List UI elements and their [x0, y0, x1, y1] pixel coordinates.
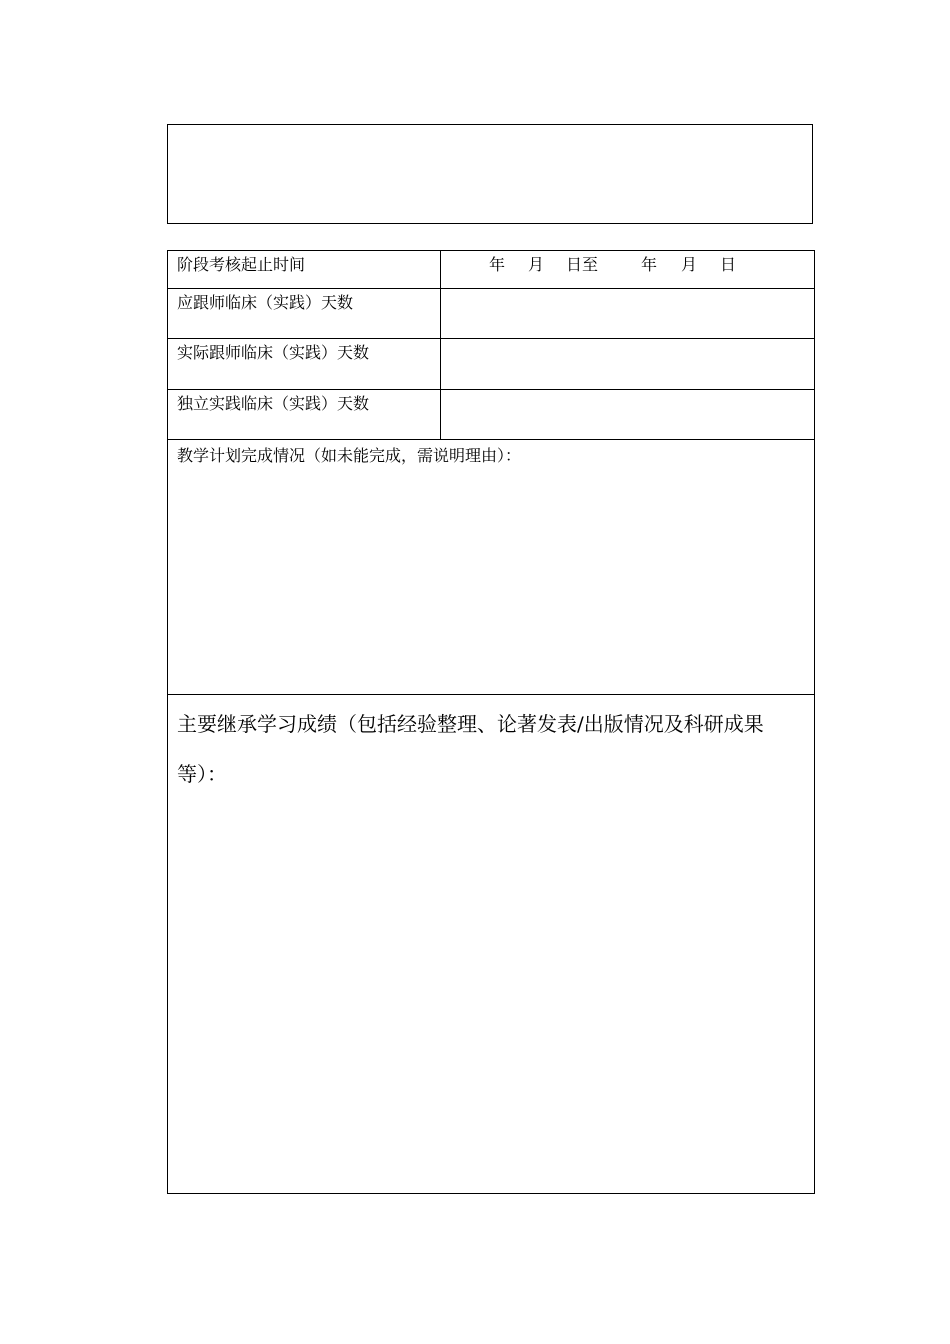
independent-days-row	[168, 390, 815, 440]
actual-days-label: 实际跟师临床（实践）天数	[168, 339, 441, 390]
assessment-period-value[interactable]	[441, 251, 815, 289]
achievements-label: 主要继承学习成绩（包括经验整理、论著发表/出版情况及科研成果等）：	[177, 712, 764, 786]
achievements-row	[168, 695, 815, 1194]
independent-days-label: 独立实践临床（实践）天数	[168, 390, 441, 440]
required-days-value[interactable]	[441, 289, 815, 339]
required-days-label: 应跟师临床（实践）天数	[168, 289, 441, 339]
top-blank-box	[167, 124, 813, 224]
actual-days-value[interactable]	[441, 339, 815, 390]
assessment-period-label: 阶段考核起止时间	[168, 251, 441, 289]
actual-days-row	[168, 339, 815, 390]
date-month-2: 月	[681, 255, 698, 274]
independent-days-value[interactable]	[441, 390, 815, 440]
assessment-period-row	[168, 251, 815, 289]
date-day-2: 日	[720, 255, 737, 274]
date-year-2: 年	[641, 255, 658, 274]
teaching-plan-cell[interactable]	[168, 440, 815, 695]
teaching-plan-label: 教学计划完成情况（如未能完成，需说明理由）：	[177, 446, 522, 465]
teaching-plan-row	[168, 440, 815, 695]
date-day-to: 日至	[566, 255, 599, 274]
date-month-1: 月	[528, 255, 545, 274]
required-days-row	[168, 289, 815, 339]
assessment-form-table	[167, 250, 815, 1194]
date-year-1: 年	[489, 255, 506, 274]
achievements-cell[interactable]	[168, 695, 815, 1194]
